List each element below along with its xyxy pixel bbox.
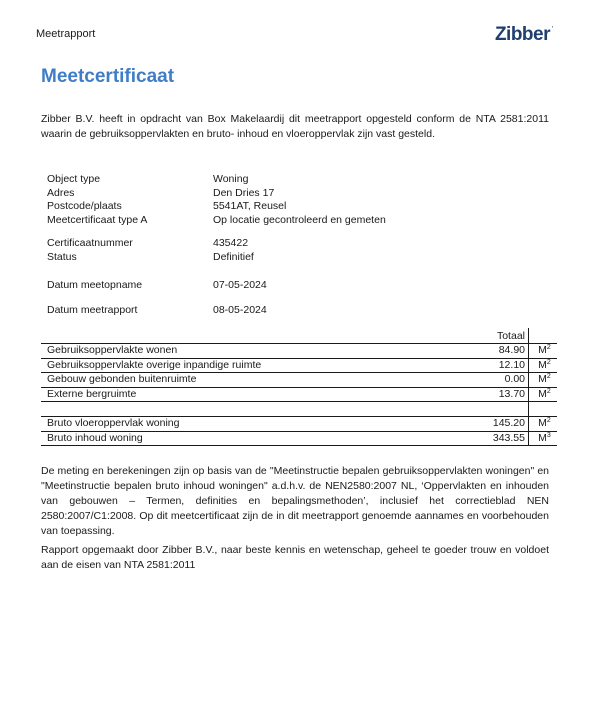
column-divider [528,402,529,416]
info-value: 07-05-2024 [213,279,267,291]
info-value: 5541AT, Reusel [213,200,287,212]
info-label: Postcode/plaats [47,200,122,212]
table-header-row [41,328,557,343]
info-value: Woning [213,173,249,185]
measurement-table [41,328,557,446]
info-row [47,173,527,187]
info-row [47,200,527,214]
info-label: Object type [47,173,101,185]
info-value: Den Dries 17 [213,186,275,199]
info-row [47,304,527,318]
info-row [47,214,527,228]
row-unit: $M^2$ [538,344,551,356]
info-value: 08-05-2024 [213,304,267,316]
intro-paragraph: Zibber B.V. heeft in opdracht van Box Makelaardij dit meetrapport opgesteld conform de NTA 2581:2011 waarin de gebruiksoppervlakten en bruto- inhoud en vloeroppervlak zijn vast gesteld. [41,113,549,140]
row-value: 13.70 [498,387,525,400]
table-row [41,359,557,374]
row-unit: $M^3$ [538,431,551,444]
column-divider [528,388,529,402]
row-value: 12.10 [498,358,525,371]
table-row [41,343,557,359]
table-row [41,432,557,447]
info-label: Certificaatnummer [47,237,133,249]
info-row [47,251,527,265]
row-label: Externe bergruimte [47,387,137,400]
row-value: 84.90 [498,344,525,356]
row-unit: $M^2$ [538,417,551,429]
closing-paragraph: Rapport opgemaakt door Zibber B.V., naar beste kennis en wetenschap, geheel te goeder trouw en voldoet aan de eisen van NTA 2581:2011 [41,544,549,571]
logo-mark-icon: ' [551,26,553,33]
row-value: 0.00 [504,373,525,385]
row-unit: $M^2$ [538,373,551,385]
row-label: Bruto inhoud woning [47,431,143,444]
row-value: 343.55 [492,431,525,444]
methodology-paragraph: De meting en berekeningen zijn op basis van de "Meetinstructie bepalen gebruiksoppervlakten woningen" en "Meetinstructie bepalen bruto inhoud woningen" a.d.h.v. de NEN2580:2007 NL, ‘Oppervlakten en inhouden van gebouwen – Termen, definities en bepalingsmethoden’, inclusief het correctieblad NEN 2580:2007/C1:2008. Op dit meetcertificaat zijn de in dit meetrapport genoemde aannames en voorbehouden van toepassing. [41,465,549,537]
column-divider [528,344,529,358]
info-value: 435422 [213,237,249,249]
table-row [41,388,557,403]
info-group-certificate [47,237,527,264]
row-label: Gebouw gebonden buitenruimte [47,373,197,385]
info-label: Status [47,250,77,263]
zibber-logo: Zibber [494,24,550,45]
info-label: Adres [47,186,75,199]
table-spacer [41,402,557,416]
info-group-meetopname [47,279,527,293]
info-group-meetrapport [47,304,527,318]
column-divider [528,417,529,431]
info-group-object [47,173,527,227]
document-header [36,24,553,50]
column-divider [528,359,529,373]
info-value: Definitief [213,250,254,263]
column-divider [528,373,529,387]
total-column-header: Totaal [496,330,525,342]
header-label: Meetrapport [36,28,96,40]
column-divider [528,328,529,343]
column-divider [528,432,529,446]
row-label: Bruto vloeroppervlak woning [47,417,180,429]
info-label: Datum meetrapport [47,304,138,316]
info-row [47,187,527,201]
info-row [47,279,527,293]
info-label: Datum meetopname [47,279,143,291]
row-value: 145.20 [492,417,525,429]
row-unit: $M^2$ [538,387,551,400]
row-unit: $M^2$ [538,358,551,371]
info-row [47,237,527,251]
row-label: Gebruiksoppervlakte wonen [47,344,178,356]
info-label: Meetcertificaat type A [47,213,148,226]
page-title: Meetcertificaat [41,66,175,87]
row-label: Gebruiksoppervlakte overige inpandige ruimte [47,358,262,371]
table-row [41,416,557,432]
table-row [41,373,557,388]
info-value: Op locatie gecontroleerd en gemeten [213,213,386,226]
